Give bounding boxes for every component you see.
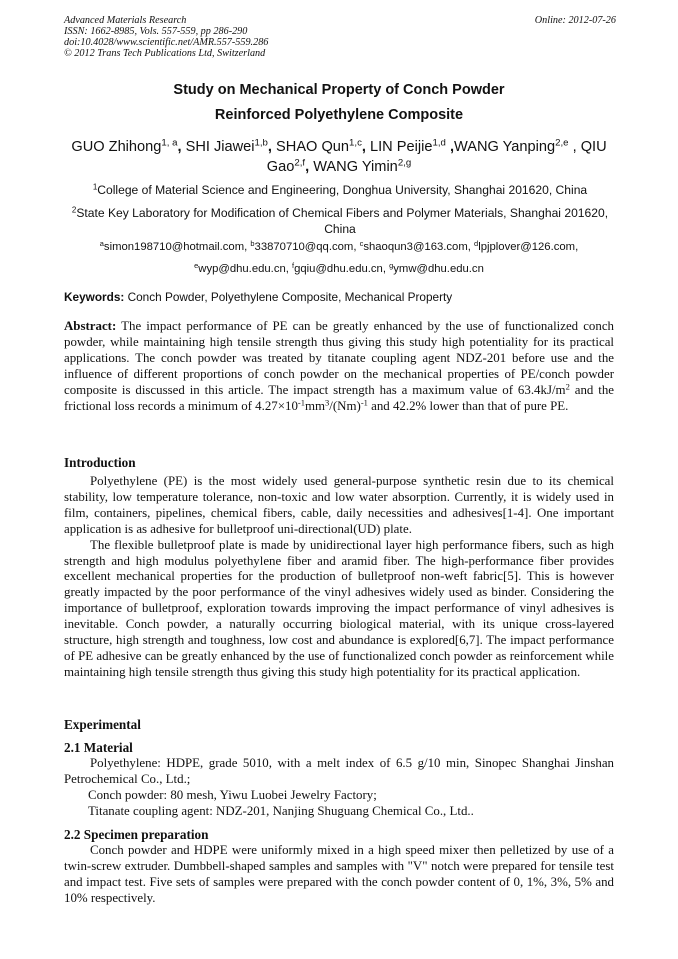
email-line-1: $^a$simon198710@hotmail.com, $^b$33870710@qq.com, $^c$shaoqun3@163.com, $^d$lpjplover@126.com,: [99, 238, 579, 253]
issn-line: ISSN: 1662-8985, Vols. 557-559, pp 286-290: [64, 26, 248, 37]
affiliation-2: [62, 205, 618, 237]
author-affil-sup: 1, a: [161, 137, 178, 149]
abstract-text: mm: [304, 398, 326, 413]
email-address[interactable]: wyp@dhu.edu.cn: [198, 263, 286, 275]
keywords-label: Keywords:: [64, 290, 125, 304]
keywords: [64, 290, 616, 304]
author-affil-sup: 1,c: [349, 137, 362, 149]
author-name: SHAO Qun: [276, 139, 350, 155]
author-affil-sup: 2,g: [397, 157, 412, 169]
author-affil-sup: 2,f: [294, 157, 306, 169]
email-address[interactable]: ymw@dhu.edu.cn: [393, 263, 484, 275]
copyright-line: © 2012 Trans Tech Publications Ltd, Switzerland: [64, 48, 266, 59]
author-name: WANG Yanping: [454, 139, 556, 155]
author-name: GUO Zhihong: [71, 139, 162, 155]
affiliation-text: College of Material Science and Engineering, Donghua University, Shanghai 201620, China: [97, 183, 588, 197]
email-marker: f: [292, 260, 295, 270]
abstract-text: /(Nm): [329, 398, 361, 413]
journal-header: [64, 15, 616, 59]
material-item-conch-powder: Conch powder: 80 mesh, Yiwu Luobei Jewelry Factory;: [88, 788, 377, 802]
affiliation-text: China: [324, 222, 356, 236]
author-name: WANG Yimin: [313, 159, 398, 175]
abstract-text: and the frictional loss records a minimum of 4.27×10: [64, 382, 614, 413]
specimen-preparation-heading: 2.2 Specimen preparation: [64, 827, 209, 842]
material-heading: 2.1 Material: [64, 740, 133, 755]
keywords-text: Conch Powder, Polyethylene Composite, Mechanical Property: [127, 290, 453, 304]
abstract-sup: -1: [297, 396, 305, 407]
affiliation-number: 2: [71, 205, 77, 215]
author-name: SHI Jiawei: [185, 139, 255, 155]
material-item-polyethylene: Polyethylene: HDPE, grade 5010, with a melt index of 6.5 g/10 min, Sinopec Shanghai Jinshan Petrochemical Co., Ltd.;: [64, 756, 614, 786]
email-address[interactable]: 33870710@qq.com: [254, 241, 354, 253]
email-marker: g: [389, 260, 394, 270]
abstract: [64, 319, 614, 414]
author-list: GUO Zhihong$^{1, a}$, SHI Jiawei$^{1,b}$, SHAO Qun$^{1,c}$, LIN Peijie$^{1,d}$ ,WANG Yanping$^{2,e}$ , QIU Gao$^{2,f}$, WANG Yimin$^{2,g}$: [71, 137, 607, 175]
specimen-preparation-text: Conch powder and HDPE were uniformly mixed in a high speed mixer then pelletized by use of a twin-screw extruder. Dumbbell-shaped samples and samples with "V" notch were prepared for tensile test and impact test. Five sets of samples were prepared with the conch powder content of 0, 1%, 3%, 5% and 10% respectively.: [64, 843, 614, 905]
journal-name: Advanced Materials Research: [64, 15, 187, 26]
introduction-body: [64, 474, 614, 681]
author-affil-sup: 1,d: [432, 137, 446, 149]
doi-line: doi:10.4028/www.scientific.net/AMR.557-559.286: [64, 37, 269, 48]
abstract-sup: 3: [325, 396, 330, 407]
email-address[interactable]: lpjplover@126.com: [478, 241, 576, 253]
abstract-text: The impact performance of PE can be greatly enhanced by the use of functionalized conch powder, while maintaining high tensile strength thus giving this study high potentiality for its practical applications. The conch powder was treated by titanate coupling agent NDZ-201 before use and the influence of different proportions of conch powder on the mechanical properties of PE/conch powder composite is discussed in this article. The impact strength has a maximum value of 63.4kJ/m: [64, 319, 614, 397]
email-line-2: $^e$wyp@dhu.edu.cn, $^f$gqiu@dhu.edu.cn, $^g$ymw@dhu.edu.cn: [194, 260, 484, 275]
email-address[interactable]: shaoqun3@163.com: [363, 241, 468, 253]
affiliation-number: 1: [92, 182, 98, 192]
online-date: Online: 2012-07-26: [534, 15, 616, 26]
experimental-heading: Experimental: [64, 717, 141, 732]
paper-title-line-1: Study on Mechanical Property of Conch Powder: [173, 82, 505, 98]
email-marker: a: [99, 238, 104, 248]
email-marker: d: [474, 238, 479, 248]
affiliation-text: State Key Laboratory for Modification of Chemical Fibers and Polymer Materials, Shanghai 201620,: [76, 206, 609, 220]
introduction-paragraph-2: The flexible bulletproof plate is made by unidirectional layer high performance fibers, such as high strength and high modulus polyethylene fiber and aramid fiber. The high-performance fiber provides excellent mechanical properties for the production of bulletproof non-weft fabric[5]. This is however greatly impacted by the poor performance of the vinyl adhesives widely used as binder. Considering the importance of bulletproof, exploration towards improving the impact performance of vinyl adhesives is inevitable. Conch powder, a naturally occurring biological material, with its unique cross-layered structure, high strength and toughness, low cost and abundance is explored[6,7]. The impact performance of PE adhesive can be greatly enhanced by the use of functionalized conch powder as reinforcement while maintaining high tensile strength thus giving this study high potentiality for its practical application.: [64, 537, 614, 679]
author-affil-sup: 1,b: [254, 137, 268, 149]
email-marker: b: [250, 238, 255, 248]
author-affil-sup: 2,e: [555, 137, 569, 149]
abstract-label: Abstract:: [64, 319, 117, 333]
email-marker: c: [359, 238, 364, 248]
affiliation-1: [62, 182, 618, 198]
introduction-heading: Introduction: [64, 455, 136, 470]
introduction-paragraph-1: Polyethylene (PE) is the most widely used general-purpose synthetic resin due to its chemical stability, low temperature tolerance, non-toxic and low water absorption. Currently, it is widely used in film, containers, pipelines, chemical fibers, cable, daily necessities and adhesives[1-4]. One important application is as adhesive for bulletproof uni-directional(UD) plate.: [64, 474, 614, 536]
abstract-sup: -1: [360, 396, 368, 407]
email-marker: e: [194, 260, 199, 270]
email-address[interactable]: simon198710@hotmail.com: [103, 241, 245, 253]
author-name: QIU Gao: [266, 139, 607, 175]
abstract-sup: 2: [565, 380, 570, 391]
email-address[interactable]: gqiu@dhu.edu.cn: [294, 263, 383, 275]
material-item-coupling-agent: Titanate coupling agent: NDZ-201, Nanjing Shuguang Chemical Co., Ltd..: [88, 804, 474, 818]
paper-title-line-2: Reinforced Polyethylene Composite: [214, 107, 464, 123]
abstract-text: and 42.2% lower than that of pure PE.: [371, 398, 569, 413]
author-name: LIN Peijie: [370, 139, 433, 155]
